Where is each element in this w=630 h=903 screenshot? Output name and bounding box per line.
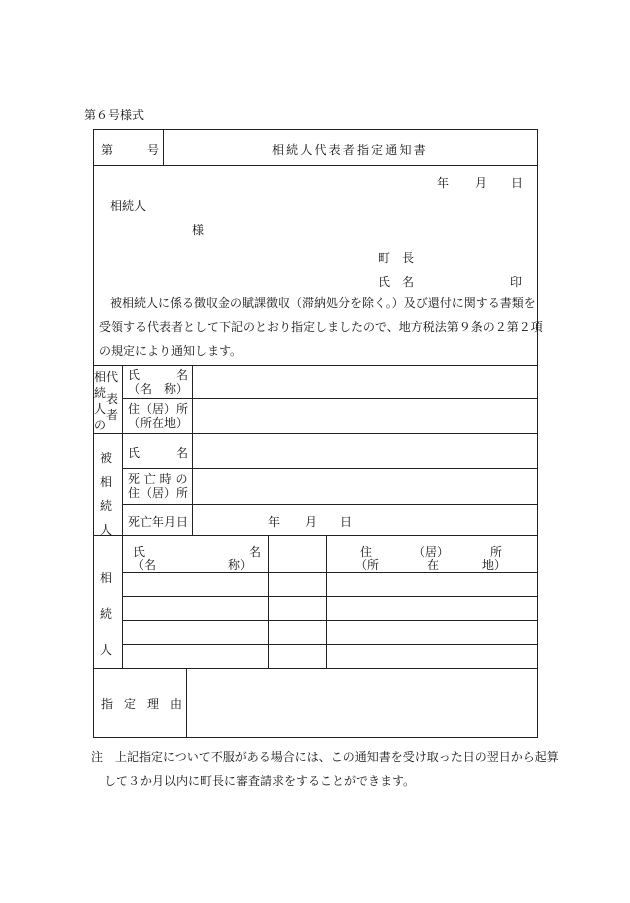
header-vdivider bbox=[163, 129, 164, 165]
note-line-1: 注 上記指定について不服がある場合には、この通知書を受け取った日の翌日から起算 bbox=[91, 750, 559, 764]
heirs-name-head-2l: （名 bbox=[132, 558, 157, 572]
heirs-name-head-2r: 称） bbox=[228, 558, 253, 572]
form-number: 第６号様式 bbox=[84, 108, 145, 122]
header-divider bbox=[93, 165, 538, 166]
death-date-day: 日 bbox=[340, 515, 353, 529]
deceased-address-label: 死 亡 時 の 住（居）所 bbox=[128, 472, 189, 500]
body-line-1: 被相続人に係る徴収金の賦課徴収（滞納処分を除く。）及び還付に関する書類を bbox=[110, 296, 536, 310]
heirs-bottom-line bbox=[93, 668, 538, 669]
issuer-name: 氏 名 bbox=[378, 275, 415, 289]
dec-line-1 bbox=[122, 468, 538, 469]
body-line-3: の規定により通知します。 bbox=[99, 344, 243, 358]
heirs-addr-head-1c: 所 bbox=[490, 545, 503, 559]
dec-bottom-line bbox=[93, 535, 538, 536]
heirs-addr-head-2b: 在 bbox=[427, 558, 440, 572]
addressee-label: 相続人 bbox=[110, 199, 147, 213]
number-suffix: 号 bbox=[147, 143, 160, 157]
heirs-row-3 bbox=[122, 620, 538, 621]
document-title: 相続人代表者指定通知書 bbox=[272, 143, 428, 157]
date-month: 月 bbox=[475, 176, 488, 190]
issuer-chief: 町 長 bbox=[378, 251, 415, 265]
heirs-addr-head-1a: 住 bbox=[360, 545, 373, 559]
addressee-honorific: 様 bbox=[192, 223, 205, 237]
heirs-addr-head-2c: 地） bbox=[482, 558, 507, 572]
heirs-name-head-1l: 氏 bbox=[133, 545, 146, 559]
rep-mid-line bbox=[122, 398, 538, 399]
dec-line-2 bbox=[122, 504, 538, 505]
rep-bottom-line bbox=[93, 433, 538, 434]
rep-top-line bbox=[93, 365, 538, 366]
death-date-month: 月 bbox=[305, 515, 318, 529]
heirs-col-line-1 bbox=[268, 535, 269, 668]
heirs-addr-head-1b: （居） bbox=[413, 545, 450, 559]
heirs-name-head-1r: 名 bbox=[249, 545, 262, 559]
rep-label-col1: 相 続 人 の bbox=[94, 370, 107, 432]
reason-label: 指 定 理 由 bbox=[101, 697, 186, 711]
death-date-year: 年 bbox=[268, 515, 281, 529]
heirs-row-1 bbox=[122, 572, 538, 573]
date-year: 年 bbox=[437, 176, 450, 190]
label-col-line bbox=[122, 365, 123, 668]
deceased-label: 被 相 続 人 bbox=[100, 451, 113, 537]
heirs-row-2 bbox=[122, 596, 538, 597]
heirs-col-line-2 bbox=[326, 535, 327, 668]
rep-name-label: 氏 名 （名 称） bbox=[128, 368, 189, 396]
death-date-label: 死亡年月日 bbox=[128, 515, 189, 529]
rep-address-label: 住（居）所 （所在地） bbox=[128, 402, 189, 430]
heirs-label: 相 続 人 bbox=[100, 571, 113, 657]
heirs-row-4 bbox=[122, 644, 538, 645]
reason-col-line bbox=[186, 668, 187, 738]
sublabel-col-line bbox=[192, 365, 193, 535]
note-line-2: して３か月以内に町長に審査請求をすることができます。 bbox=[104, 774, 416, 788]
body-line-2: 受領する代表者として下記のとおり指定しましたので、地方税法第９条の２第２項 bbox=[99, 320, 543, 334]
heirs-addr-head-2a: （所 bbox=[355, 558, 380, 572]
seal-mark: 印 bbox=[510, 275, 523, 289]
deceased-name-label: 氏 名 bbox=[128, 446, 189, 460]
number-prefix: 第 bbox=[101, 143, 114, 157]
rep-label-col2: 代 表 者 bbox=[106, 370, 119, 422]
date-day: 日 bbox=[511, 176, 524, 190]
